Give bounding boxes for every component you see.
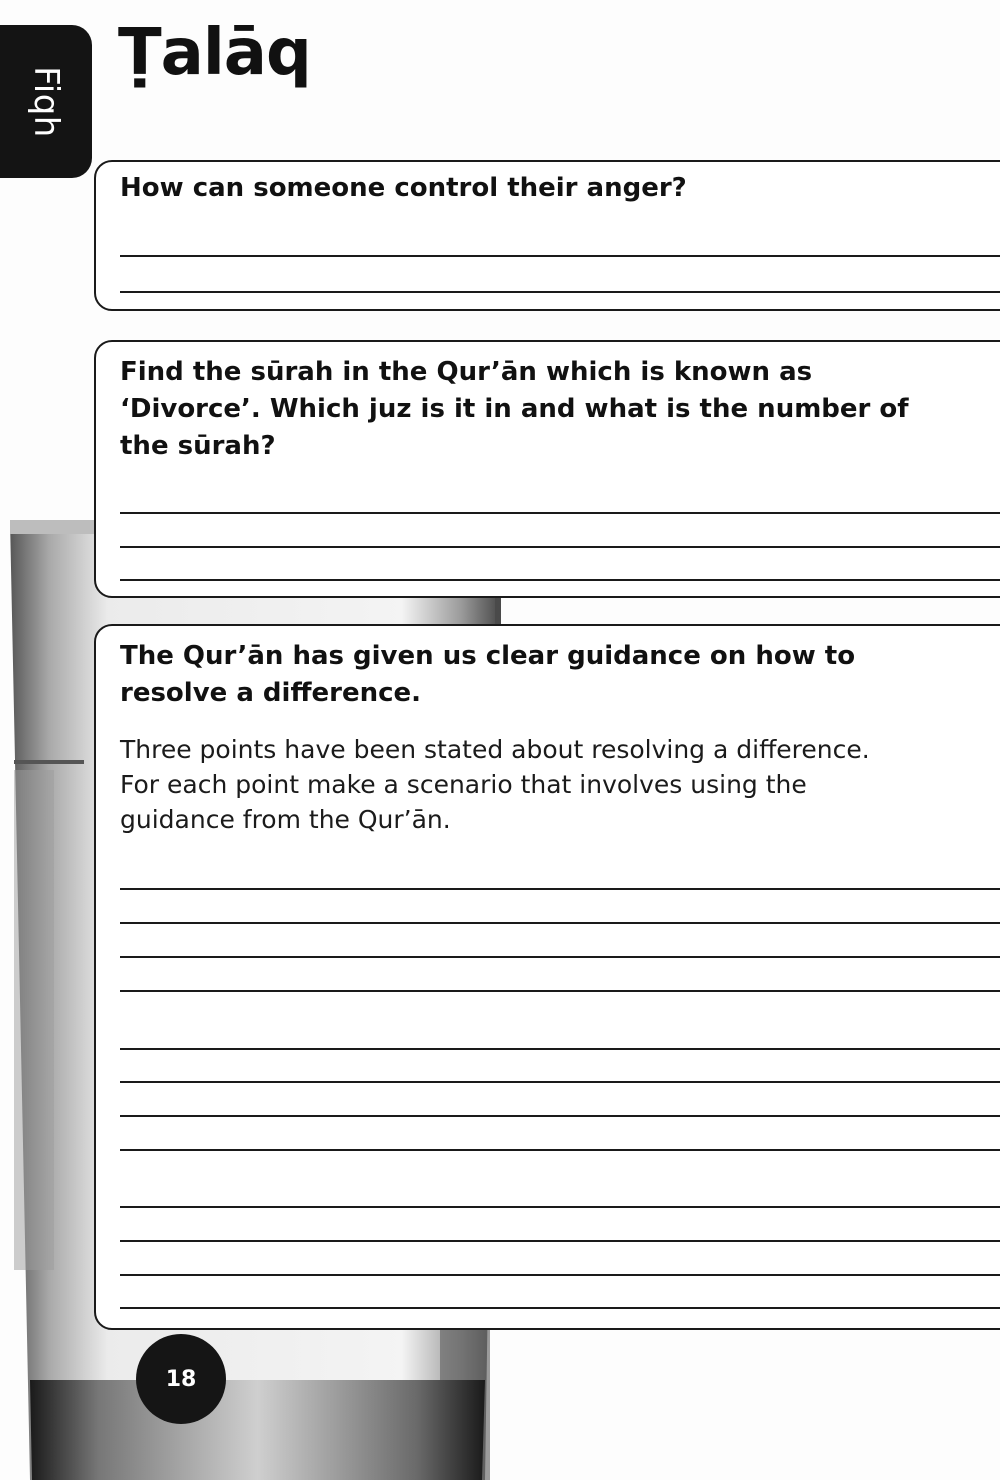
question-prompt (120, 638, 982, 712)
answer-line[interactable] (120, 1081, 1000, 1083)
answer-line[interactable] (120, 888, 1000, 890)
question-card-2 (94, 340, 1000, 598)
prompt-line: Find the sūrah in the Qur’ān which is known as (120, 357, 813, 387)
answer-line[interactable] (120, 291, 1000, 293)
answer-line[interactable] (120, 1149, 1000, 1151)
question-prompt (120, 354, 982, 465)
answer-line[interactable] (120, 512, 1000, 514)
answer-line[interactable] (120, 255, 1000, 257)
prompt-line: resolve a difference. (120, 678, 422, 708)
question-card-1 (94, 160, 1000, 311)
answer-line[interactable] (120, 990, 1000, 992)
body-line: guidance from the Qur’ān. (120, 805, 451, 834)
answer-line[interactable] (120, 1115, 1000, 1117)
answer-line[interactable] (120, 1048, 1000, 1050)
question-prompt: How can someone control their anger? (120, 173, 687, 203)
answer-line[interactable] (120, 1240, 1000, 1242)
prompt-line: the sūrah? (120, 431, 276, 461)
answer-line[interactable] (120, 956, 1000, 958)
answer-line[interactable] (120, 1206, 1000, 1208)
prompt-line: ‘Divorce’. Which juz is it in and what is the number of (120, 394, 909, 424)
question-instructions (120, 732, 982, 837)
body-line: For each point make a scenario that involves using the (120, 770, 807, 799)
page-number-badge: 18 (136, 1334, 226, 1424)
answer-line[interactable] (120, 922, 1000, 924)
section-tab-label: Fiqh (26, 66, 66, 138)
prompt-line: The Qur’ān has given us clear guidance on how to (120, 641, 856, 671)
answer-line[interactable] (120, 579, 1000, 581)
answer-line[interactable] (120, 1307, 1000, 1309)
page-title: Ṭalāq (118, 16, 311, 90)
section-tab (0, 25, 92, 178)
answer-line[interactable] (120, 546, 1000, 548)
body-line: Three points have been stated about resolving a difference. (120, 735, 870, 764)
question-card-3 (94, 624, 1000, 1330)
answer-line[interactable] (120, 1274, 1000, 1276)
